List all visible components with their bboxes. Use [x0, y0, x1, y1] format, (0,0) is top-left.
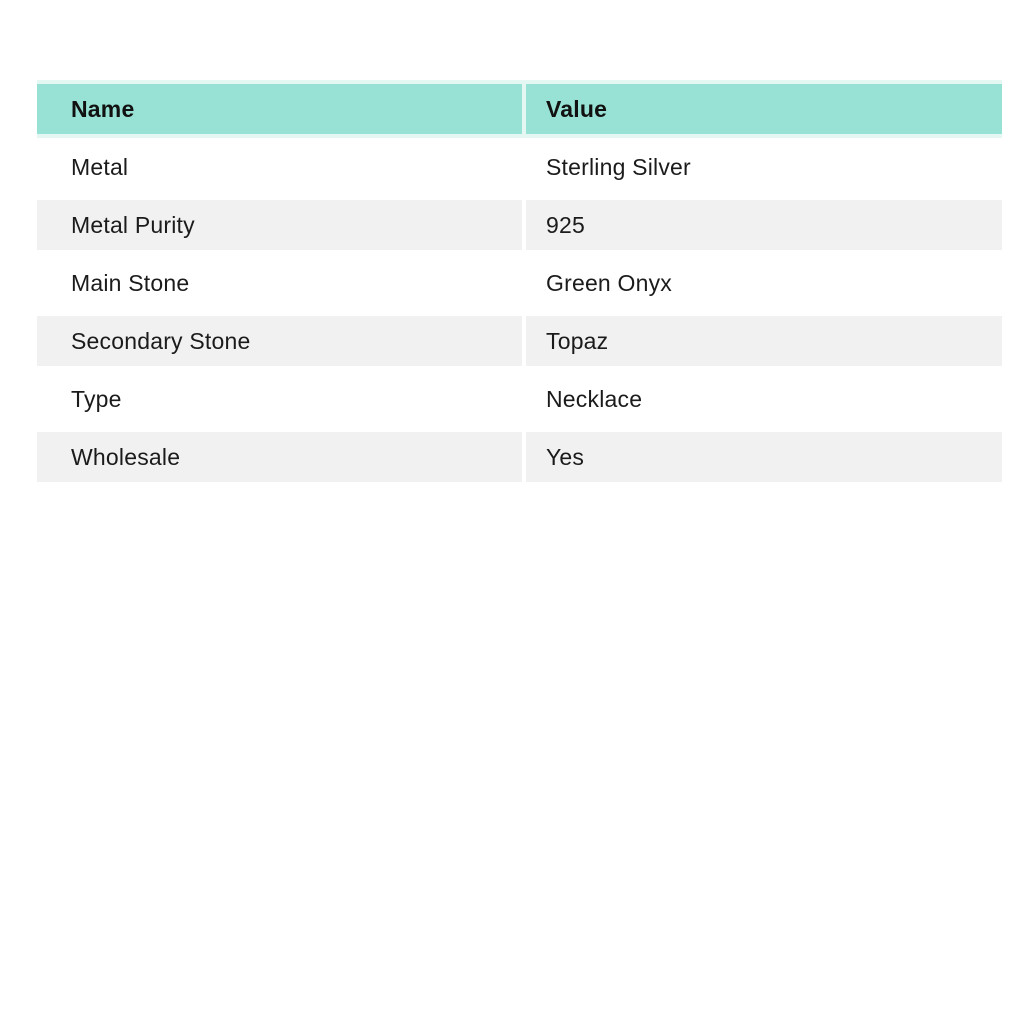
column-header-value: Value: [526, 84, 1002, 134]
attribute-name-cell: Type: [37, 374, 522, 424]
table-row: [37, 370, 1002, 428]
attribute-name-cell: Metal Purity: [37, 200, 522, 250]
attribute-value-cell: 925: [526, 200, 1002, 250]
attribute-name-cell: Main Stone: [37, 258, 522, 308]
attribute-value-cell: Topaz: [526, 316, 1002, 366]
attribute-value-cell: Sterling Silver: [526, 142, 1002, 192]
attribute-value-cell: Necklace: [526, 374, 1002, 424]
attribute-name-cell: Metal: [37, 142, 522, 192]
product-attributes-table: [37, 80, 1002, 486]
attribute-name-cell: Secondary Stone: [37, 316, 522, 366]
table-row: [37, 428, 1002, 486]
table-row: [37, 312, 1002, 370]
table-row: [37, 196, 1002, 254]
table-header-row: [37, 80, 1002, 138]
attribute-name-cell: Wholesale: [37, 432, 522, 482]
table-row: [37, 254, 1002, 312]
attribute-value-cell: Green Onyx: [526, 258, 1002, 308]
table-row: [37, 138, 1002, 196]
attribute-value-cell: Yes: [526, 432, 1002, 482]
column-header-name: Name: [37, 84, 522, 134]
